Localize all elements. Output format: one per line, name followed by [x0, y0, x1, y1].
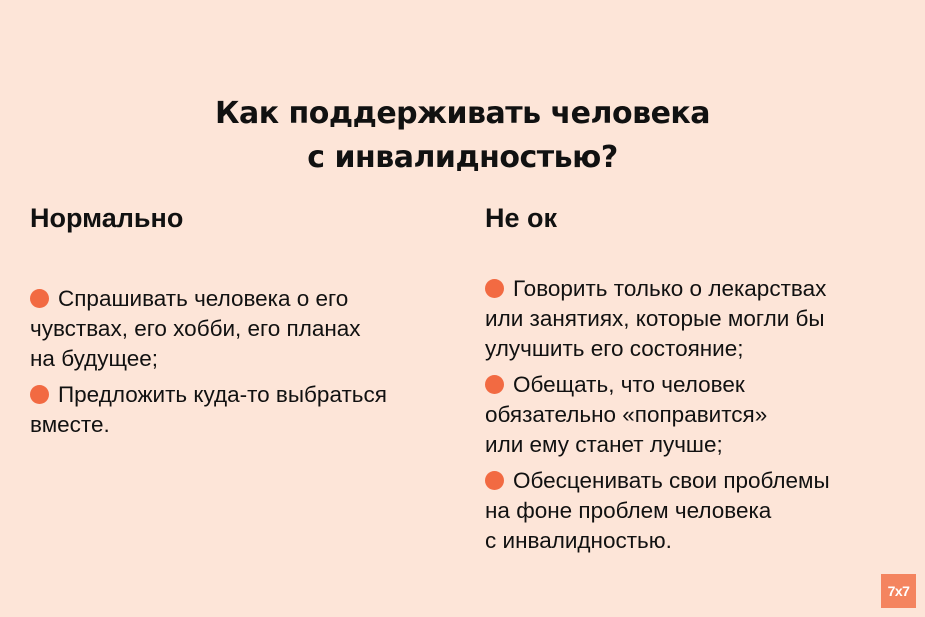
item-text-line: или ему станет лучше;: [485, 432, 723, 457]
circle-bullet-icon: [485, 471, 504, 490]
list-item: [30, 284, 470, 374]
item-text-line: или занятиях, которые могли бы: [485, 306, 825, 331]
list-item: [485, 466, 915, 556]
item-text-line: Обесценивать свои проблемы: [513, 468, 830, 493]
list-item: [485, 370, 915, 460]
title-line-1: Как поддерживать человека: [214, 96, 711, 131]
list-item: [30, 380, 470, 440]
item-text-line: Говорить только о лекарствах: [513, 276, 827, 301]
item-text-line: с инвалидностью.: [485, 528, 672, 553]
item-text-line: на фоне проблем человека: [485, 498, 772, 523]
page-title: [0, 92, 925, 180]
item-text-line: вместе.: [30, 412, 110, 437]
item-text-line: на будущее;: [30, 346, 159, 371]
item-text-line: Предложить куда-то выбраться: [58, 382, 387, 407]
circle-bullet-icon: [485, 375, 504, 394]
circle-bullet-icon: [30, 289, 49, 308]
item-text-line: улучшить его состояние;: [485, 336, 744, 361]
column-heading-not-ok: Не ок: [485, 203, 558, 233]
circle-bullet-icon: [30, 385, 49, 404]
brand-logo: 7x7: [881, 574, 916, 608]
item-text-line: чувствах, его хобби, его планах: [30, 316, 361, 341]
item-text-line: Спрашивать человека о его: [58, 286, 349, 311]
item-text-line: Обещать, что человек: [513, 372, 745, 397]
list-not-ok: [485, 274, 915, 562]
item-text-line: обязательно «поправится»: [485, 402, 768, 427]
title-line-2: с инвалидностью?: [307, 140, 618, 175]
list-normal: [30, 284, 470, 446]
column-heading-normal: Нормально: [30, 203, 184, 233]
circle-bullet-icon: [485, 279, 504, 298]
list-item: [485, 274, 915, 364]
